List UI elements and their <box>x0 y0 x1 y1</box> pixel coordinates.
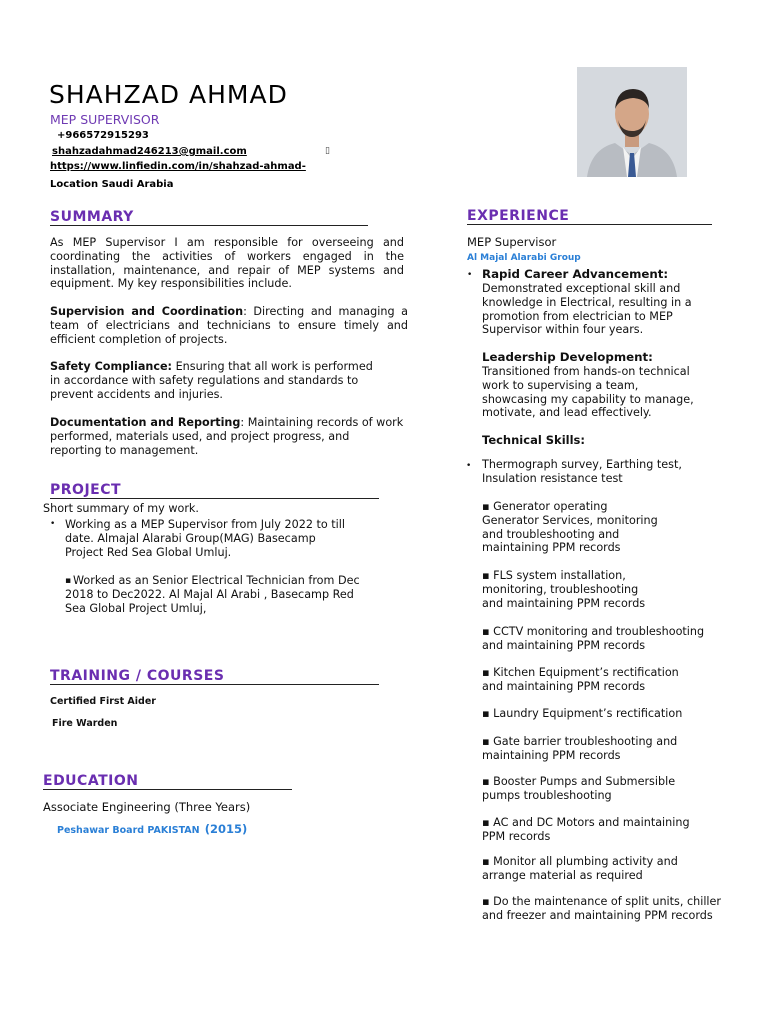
profile-photo <box>577 67 687 177</box>
linkedin-link[interactable]: https://www.linfiedin.com/in/shahzad-ahmad- <box>50 161 306 172</box>
candidate-name: SHAHZAD AHMAD <box>49 80 288 109</box>
summary-item-label: Safety Compliance: <box>50 360 173 373</box>
education-board: Peshawar Board PAKISTAN <box>57 825 200 836</box>
job-title: MEP SUPERVISOR <box>50 112 160 127</box>
rapid-advancement-text: Demonstrated exceptional skill and knowledge in Electrical, resulting in a promotion from electrician to MEP Supervisor within four years. <box>482 282 692 337</box>
summary-item-label: Supervision and Coordination <box>50 305 244 318</box>
square-bullet-icon: ▪ <box>482 775 494 788</box>
phone-number: +966572915293 <box>57 130 149 141</box>
summary-item-safety <box>50 360 380 401</box>
placeholder-glyph: ▯ <box>325 146 330 156</box>
square-bullet-icon: ▪ <box>482 500 494 513</box>
skill-item: Thermograph survey, Earthing test, Insulation resistance test <box>482 458 682 485</box>
square-bullet-icon: ▪ <box>482 816 494 829</box>
skill-item: ▪ Generator operating Generator Services, monitoring and troubleshooting and maintaining PPM records <box>482 500 658 555</box>
skill-item: ▪ FLS system installation, monitoring, troubleshooting and maintaining PPM records <box>482 569 646 610</box>
skill-item: ▪ Laundry Equipment’s rectification <box>482 707 683 720</box>
square-bullet-icon: ▪ <box>482 625 494 638</box>
experience-heading: EXPERIENCE <box>467 208 712 225</box>
summary-item-supervision <box>50 305 408 346</box>
summary-item-text: : Directing and managing a team of electricians and technicians to ensure timely and efficient completion of projects. <box>50 305 408 346</box>
project-item-previous: Worked as an Senior Electrical Technician from Dec 2018 to Dec2022. Al Majal Al Arabi , Basecamp Red Sea Global Project Umluj, <box>65 574 360 615</box>
summary-item-label: Documentation and Reporting <box>50 416 241 429</box>
skill-item: ▪ CCTV monitoring and troubleshooting and maintaining PPM records <box>482 625 705 652</box>
education-year: (2015) <box>204 822 248 836</box>
skill-item: ▪ Do the maintenance of split units, chiller and freezer and maintaining PPM records <box>482 895 722 922</box>
training-heading: TRAINING / COURSES <box>50 668 379 685</box>
skill-item: ▪ Kitchen Equipment’s rectification and maintaining PPM records <box>482 666 679 693</box>
leadership-title: Leadership Development: <box>482 350 653 364</box>
skill-item: ▪ Booster Pumps and Submersible pumps troubleshooting <box>482 775 676 802</box>
skill-item: ▪ AC and DC Motors and maintaining PPM records <box>482 816 690 843</box>
education-heading: EDUCATION <box>43 773 292 790</box>
bullet-icon: • <box>467 270 473 280</box>
training-item: Fire Warden <box>52 718 118 729</box>
square-bullet-icon: ▪ <box>482 569 494 582</box>
square-bullet-icon: ▪ <box>482 855 494 868</box>
square-bullet-icon: ▪ <box>482 735 494 748</box>
technical-skills-title: Technical Skills: <box>482 433 585 447</box>
education-degree: Associate Engineering (Three Years) <box>43 800 251 814</box>
summary-item-text: Ensuring that all work is performed in accordance with safety regulations and standards to prevent accidents and injuries. <box>50 360 373 401</box>
profile-photo-illustration <box>577 67 687 177</box>
project-heading: PROJECT <box>50 482 379 499</box>
experience-role: MEP Supervisor <box>467 235 557 249</box>
leadership-text: Transitioned from hands-on technical work to supervising a team, showcasing my capability to manage, motivate, and lead effectively. <box>482 365 694 420</box>
skill-item: ▪ Gate barrier troubleshooting and maintaining PPM records <box>482 735 678 762</box>
project-intro: Short summary of my work. <box>43 502 199 515</box>
skill-item: ▪ Monitor all plumbing activity and arrange material as required <box>482 855 678 882</box>
bullet-icon: • <box>466 461 472 471</box>
summary-item-text: : Maintaining records of work performed, materials used, and project progress, and reporting to management. <box>50 416 404 457</box>
training-item: Certified First Aider <box>50 696 156 707</box>
education-board-line <box>57 818 247 837</box>
summary-intro: As MEP Supervisor I am responsible for overseeing and coordinating the activities of workers engaged in the installation, maintenance, and repair of MEP systems and equipment. My key responsibilities include. <box>50 236 404 291</box>
square-bullet-icon: ▪ <box>482 666 494 679</box>
summary-heading: SUMMARY <box>50 209 368 226</box>
experience-company: Al Majal Alarabi Group <box>467 253 581 263</box>
project-item-current: Working as a MEP Supervisor from July 2022 to till date. Almajal Alarabi Group(MAG) Basecamp Project Red Sea Global Umluj. <box>65 518 345 559</box>
location: Location Saudi Arabia <box>50 179 174 190</box>
summary-item-documentation <box>50 416 404 457</box>
square-bullet-icon: ▪ <box>482 895 494 908</box>
square-bullet-icon: ▪ <box>482 707 494 720</box>
bullet-icon: ▪ <box>65 576 72 586</box>
email-link[interactable]: shahzadahmad246213@gmail.com <box>52 146 247 157</box>
rapid-advancement-title: Rapid Career Advancement: <box>482 267 669 281</box>
bullet-icon: • <box>50 519 56 529</box>
